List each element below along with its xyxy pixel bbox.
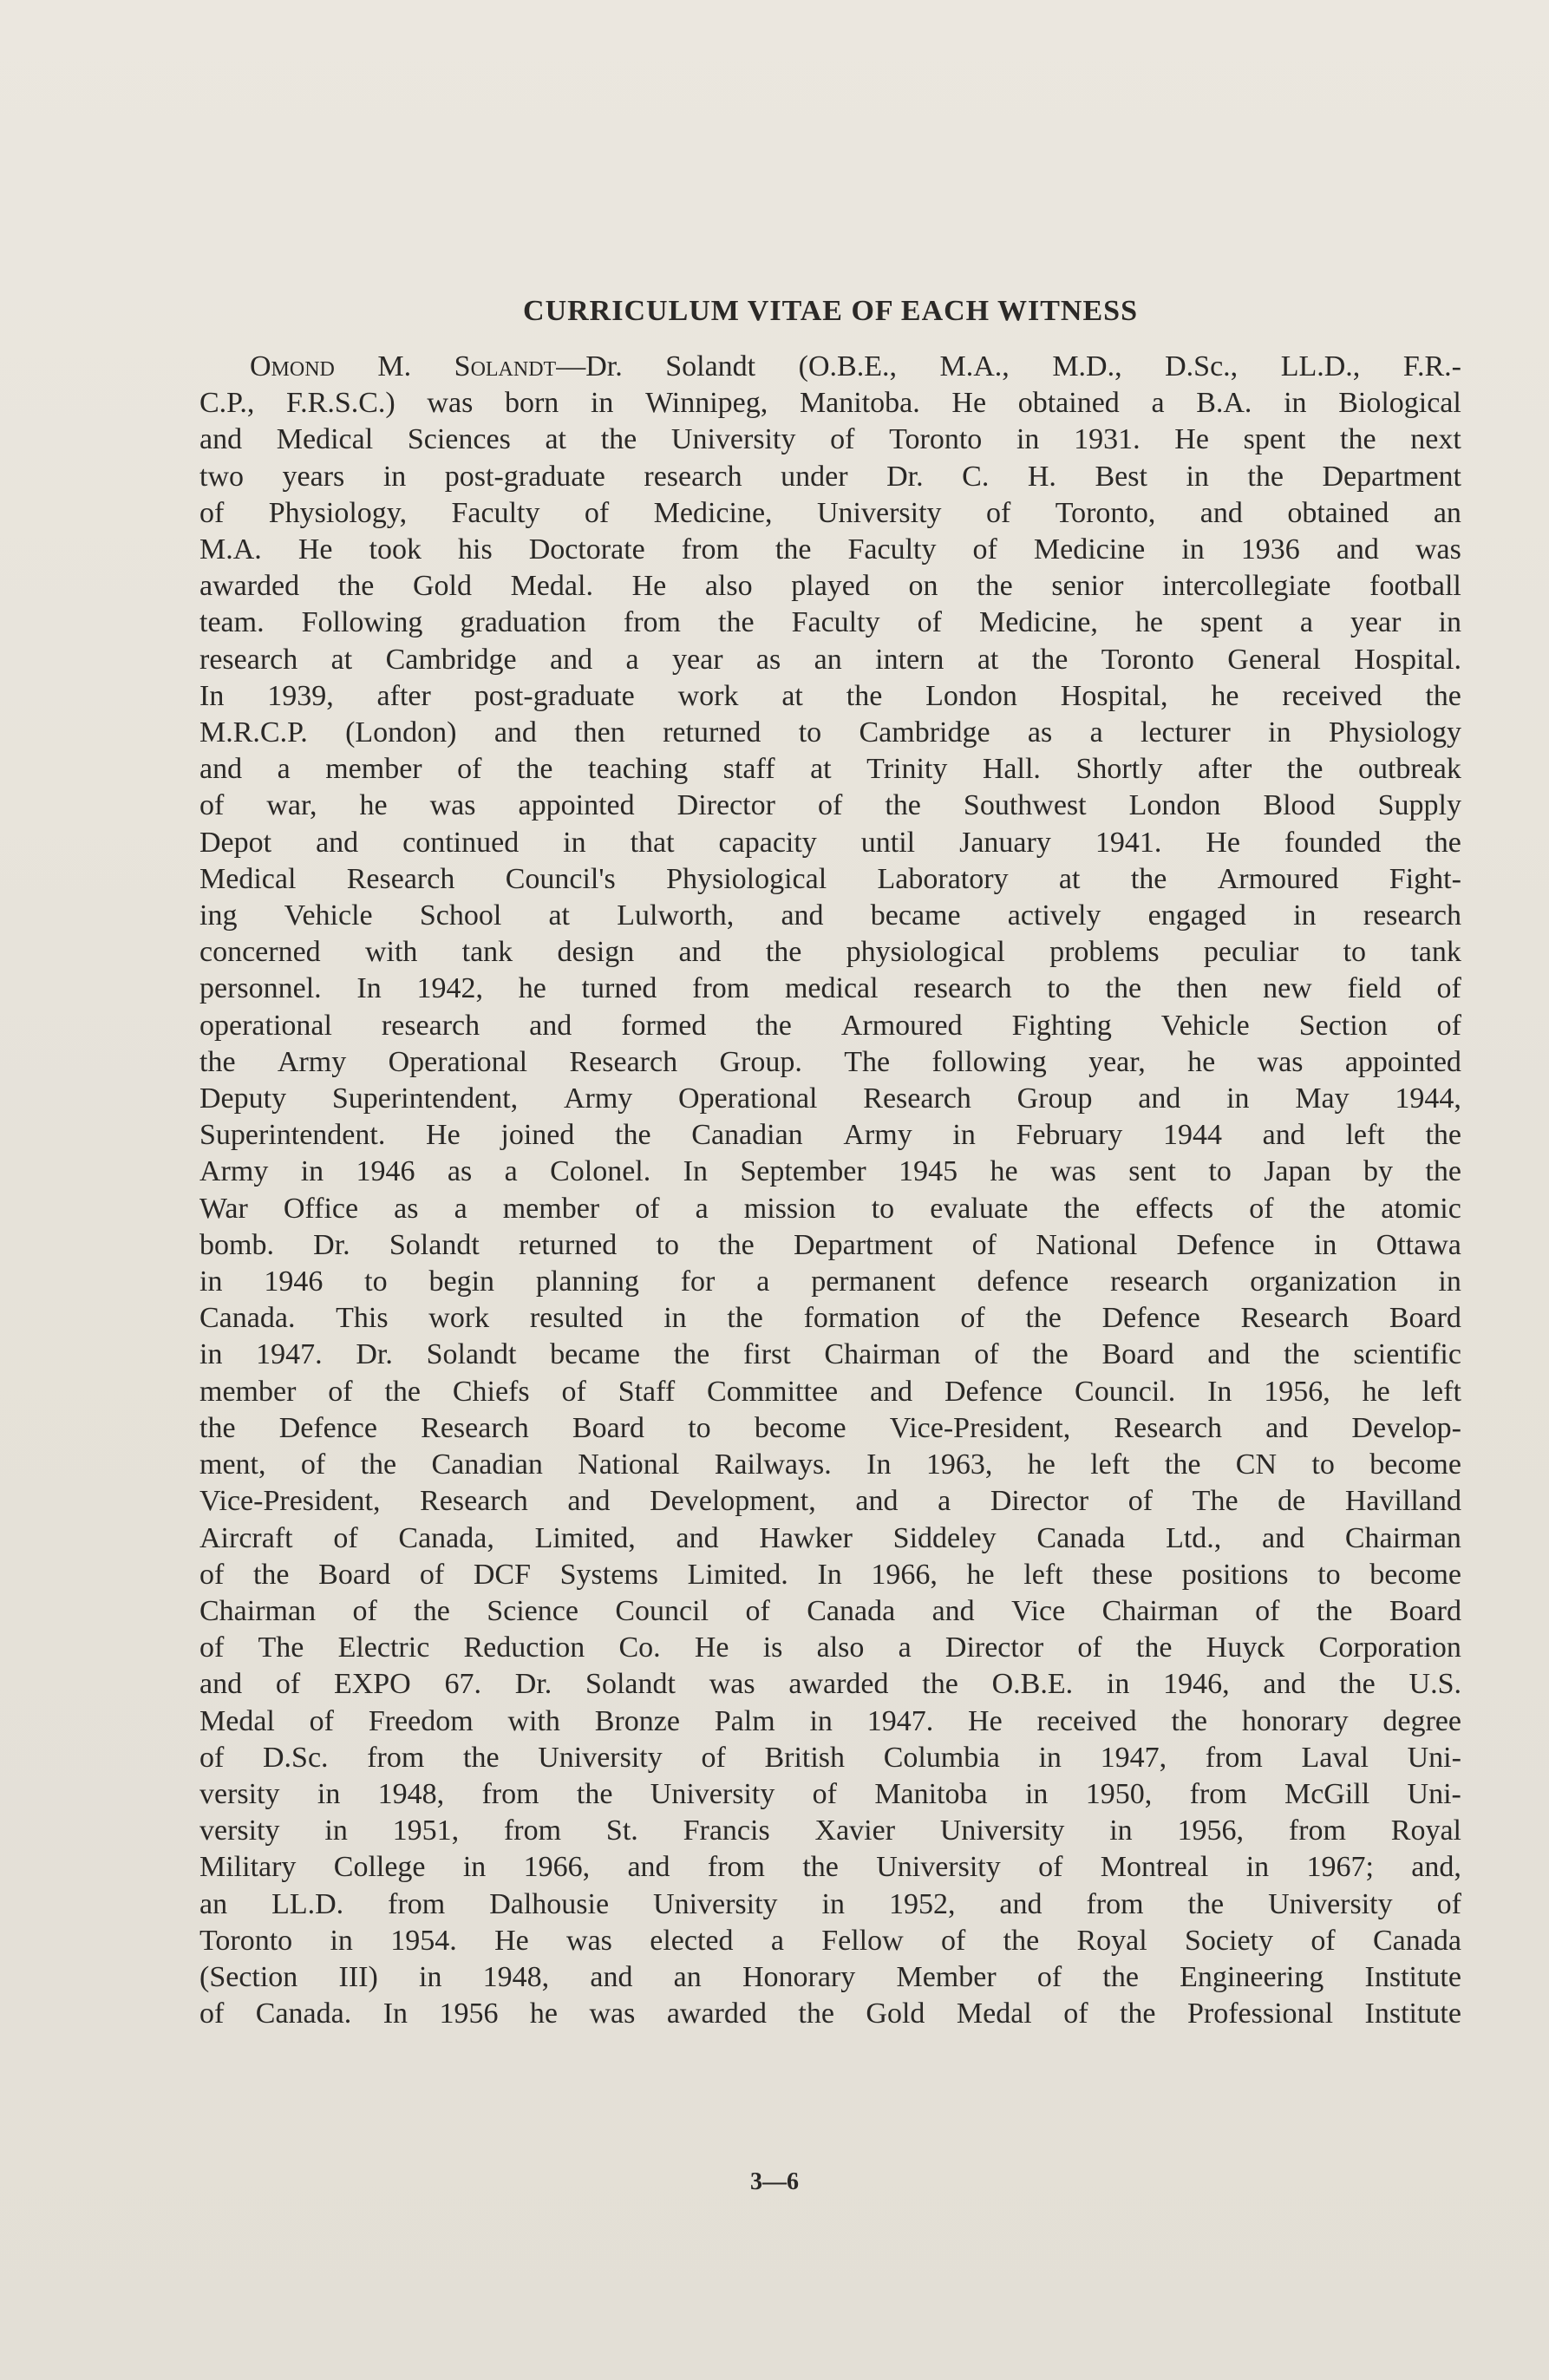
text-line: M.A. He took his Doctorate from the Faculty of Medicine in 1936 and was [199, 533, 1461, 566]
text-line: C.P., F.R.S.C.) was born in Winnipeg, Manitoba. He obtained a B.A. in Biological [199, 387, 1461, 420]
text-line: and a member of the teaching staff at Trinity Hall. Shortly after the outbreak [199, 753, 1461, 786]
text-line: Chairman of the Science Council of Canada and Vice Chairman of the Board [199, 1594, 1461, 1627]
text-line: team. Following graduation from the Faculty of Medicine, he spent a year in [199, 606, 1461, 639]
text-line: versity in 1951, from St. Francis Xavier University in 1956, from Royal [199, 1814, 1461, 1847]
text-line: In 1939, after post-graduate work at the London Hospital, he received the [199, 679, 1461, 712]
text-line: of the Board of DCF Systems Limited. In 1966, he left these positions to become [199, 1558, 1461, 1591]
text-line: member of the Chiefs of Staff Committee and Defence Council. In 1956, he left [199, 1375, 1461, 1408]
text-line: Military College in 1966, and from the University of Montreal in 1967; and, [199, 1851, 1461, 1884]
text-line: Vice-President, Research and Development, and a Director of The de Havilland [199, 1485, 1461, 1518]
text-line: personnel. In 1942, he turned from medical research to the then new field of [199, 972, 1461, 1005]
text-line: of The Electric Reduction Co. He is also a Director of the Huyck Corporation [199, 1631, 1461, 1664]
text-line: awarded the Gold Medal. He also played on the senior intercollegiate football [199, 570, 1461, 603]
text-line: of Physiology, Faculty of Medicine, University of Toronto, and obtained an [199, 496, 1461, 529]
text-line: and Medical Sciences at the University of Toronto in 1931. He spent the next [199, 423, 1461, 456]
text-line: of D.Sc. from the University of British Columbia in 1947, from Laval Uni- [199, 1741, 1461, 1774]
text-line: bomb. Dr. Solandt returned to the Department of National Defence in Ottawa [199, 1228, 1461, 1261]
text-line: concerned with tank design and the physiological problems peculiar to tank [199, 936, 1461, 969]
text-line: an LL.D. from Dalhousie University in 1952, and from the University of [199, 1887, 1461, 1920]
text-line: of war, he was appointed Director of the Southwest London Blood Supply [199, 789, 1461, 822]
text-line: in 1946 to begin planning for a permanent defence research organization in [199, 1265, 1461, 1298]
page-heading: CURRICULUM VITAE OF EACH WITNESS [523, 295, 1138, 327]
text-line: and of EXPO 67. Dr. Solandt was awarded the O.B.E. in 1946, and the U.S. [199, 1668, 1461, 1701]
text-line: Superintendent. He joined the Canadian Army in February 1944 and left the [199, 1119, 1461, 1152]
text-line: War Office as a member of a mission to evaluate the effects of the atomic [199, 1192, 1461, 1225]
text-line: Deputy Superintendent, Army Operational Research Group and in May 1944, [199, 1082, 1461, 1115]
text-line: Depot and continued in that capacity until January 1941. He founded the [199, 826, 1461, 859]
text-line: operational research and formed the Armoured Fighting Vehicle Section of [199, 1009, 1461, 1042]
text-line: Aircraft of Canada, Limited, and Hawker Siddeley Canada Ltd., and Chairman [199, 1521, 1461, 1554]
text-line: Toronto in 1954. He was elected a Fellow of the Royal Society of Canada [199, 1924, 1461, 1957]
text-line: Omond M. Solandt—Dr. Solandt (O.B.E., M.A., M.D., D.Sc., LL.D., F.R.- [250, 350, 1461, 382]
text-line: research at Cambridge and a year as an intern at the Toronto General Hospital. [199, 643, 1461, 676]
text-block [199, 295, 1461, 2032]
biography-paragraph [199, 349, 1461, 2032]
text-line: in 1947. Dr. Solandt became the first Chairman of the Board and the scientific [199, 1338, 1461, 1371]
text-line: versity in 1948, from the University of Manitoba in 1950, from McGill Uni- [199, 1777, 1461, 1810]
text-line: of Canada. In 1956 he was awarded the Gold Medal of the Professional Institute [199, 1998, 1461, 2030]
text-line: Canada. This work resulted in the formation of the Defence Research Board [199, 1302, 1461, 1335]
text-line: Medical Research Council's Physiological Laboratory at the Armoured Fight- [199, 862, 1461, 895]
text-line: Medal of Freedom with Bronze Palm in 1947. He received the honorary degree [199, 1704, 1461, 1737]
text-line: the Army Operational Research Group. The following year, he was appointed [199, 1045, 1461, 1078]
text-line: ment, of the Canadian National Railways. In 1963, he left the CN to become [199, 1448, 1461, 1481]
text-line: the Defence Research Board to become Vice-President, Research and Develop- [199, 1411, 1461, 1444]
text-line: ing Vehicle School at Lulworth, and became actively engaged in research [199, 899, 1461, 932]
page-number: 3—6 [750, 2168, 799, 2195]
text-line: (Section III) in 1948, and an Honorary Member of the Engineering Institute [199, 1960, 1461, 1993]
text-line: two years in post-graduate research under Dr. C. H. Best in the Department [199, 460, 1461, 493]
text-line: M.R.C.P. (London) and then returned to Cambridge as a lecturer in Physiology [199, 716, 1461, 749]
text-line: Army in 1946 as a Colonel. In September 1945 he was sent to Japan by the [199, 1155, 1461, 1188]
